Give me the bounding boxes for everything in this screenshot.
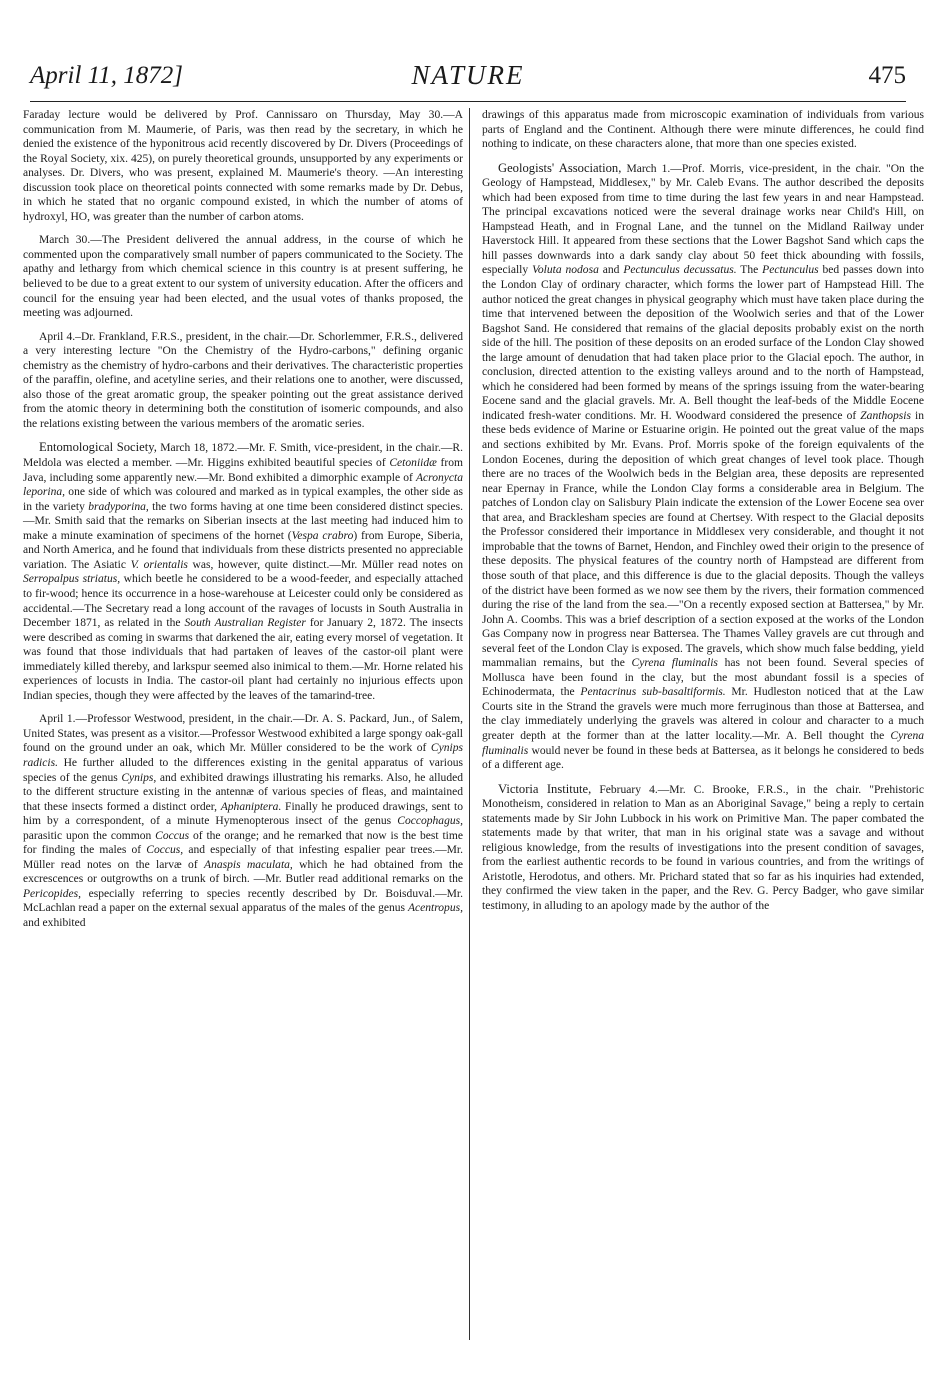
journal-title: NATURE [411, 60, 525, 90]
society-heading: Victoria Institute, [498, 781, 592, 796]
entomological-society-paragraph: Entomological Society, March 18, 1872.—Mr. F. Smith, vice-president, in the chair.—R. Meldola was elected a member. —Mr. Higgins exhibited beautiful species of Cetoniidæ from Java, including some apparently new.—Mr. Bond exhibited a dimorphic example of Acronycta leporina, one side of which was coloured and marked as in typical examples, the other side as in the variety bradyporina, the two forms having at one time been considered distinct species.—Mr. Smith said that the remarks on Siberian insects at the last meeting had induced him to make a minute examination of specimens of the hornet (Vespa crabro) from Europe, Siberia, and North America, and he found that individuals from these districts presented no appreciable variation. The Asiatic V. orientalis was, however, quite distinct.—Mr. Müller read notes on Serropalpus striatus, which beetle he considered to be a wood-feeder, and especially attached to fir-wood; hence its occurrence in a hose-warehouse at Leicester could only be considered as accidental.—The Secretary read a long account of the ravages of locusts in South Australia in December 1871, as related in the South Australian Register for January 2, 1872. The insects were described as coming in swarms that darkened the air, eating every morsel of vegetation. It was found that those individuals that had partaken of leaves of the castor-oil plant were immediately killed thereby, and larkspur seemed also inimical to them.—Mr. Horne related his experiences of locusts in India. The castor-oil plant had certainly no injurious effects upon Indian species, though they were affected by the leaves of the tamarind-tree. [23, 440, 463, 702]
society-heading: Entomological Society, [39, 440, 157, 455]
right-column [482, 108, 924, 923]
geologists-association-paragraph: Geologists' Association, March 1.—Prof. Morris, vice-president, in the chair. "On the Geology of Hampstead, Middlesex," by Mr. Caleb Evans. The author described the deposits which had been exposed from time to time during the last few years in and near Hampstead. The principal excavations noticed were the several drainage works near Child's Hill, on Hampstead Heath, and in Frognal Lane, and the tunnel on the Midland Railway under Haverstock Hill. It appeared from these sections that the Lower Bagshot Sand which caps the hill passes downwards into a dark sandy clay about 50 feet thick abounding with fossils, especially Voluta nodosa and Pectunculus decussatus. The Pectunculus bed passes down into the London Clay of ordinary character, which forms the lower part of Hampstead Hill. The author noticed the great changes in physical geography which must have taken place during the time that intervened between the deposition of the Woolwich series and that of the Lower Bagshot Sand. He considered that remains of the glacial deposits probably exist on the north side of the hill. The position of these deposits on an eroded surface of the London Clay showed the large amount of denudation that had taken place prior to the Glacial epoch. The author, in conclusion, directed attention to the existing valleys around and to the north of Hampstead, which he considered had been formed by means of the springs issuing from the water-bearing Eocene sand and the glacial gravels. Mr. A. Bell thought the leaf-beds of the Middle Eocene indicated fresh-water conditions. Mr. H. Woodward considered the presence of Zanthopsis in these beds evidence of Marine or Estuarine origin. He pointed out the great value of the maps and sections exhibited by Mr. Evans. Prof. Morris spoke of the foreign equivalents of the London Eocenes, during the deposition of which great changes of level took place. Though there are no traces of the Woolwich beds in the Belgian area, these deposits are represented near Epernay in France, while the London Clay forms a considerable area in Belgium. The patches of London clay on Salisbury Plain indicate the extension of the Lower Eocene sea over that area, and Bracklesham species are found at Chertsey. With respect to the Glacial deposits the Professor considered their importance in Middlesex very considerable, and thought it not improbable that the towns of Barnet, Hendon, and Finchley owed their origin to the presence of these deposits. The physical features of the country north of Hampstead are different from those south of that place, and this difference is due to the glacial deposits. Though the valleys of the district have been formed as we now see them by the rivers, their formation commenced during the rise of the land from the sea.—"On a recently exposed section at Battersea," by Mr. John A. Coombs. This was a brief description of a section exposed at the works of the London Gas Company now in progress near Battersea. The Thames Valley gravels are cut through and several feet of the London Clay is exposed. The gravels, which show much false bedding, yield mammalian remains, but the Cyrena fluminalis has not been found. Several species of Mollusca have been found in the clay, but the most abundant fossil is a species of Echinodermata, the Pentacrinus sub-basaltiformis. Mr. Hudleston noticed that at the Law Courts site in the Strand the gravels were much more ferruginous than those at Battersea, and the clay immediately underlying the gravels was altered in colour and character to a much greater depth at the former than at the latter locality.—Mr. A. Bell thought the Cyrena fluminalis would never be found in these beds at Battersea, as it belongs he considered to beds of a different age. [482, 160, 924, 772]
society-heading: Geologists' Association, [498, 160, 622, 175]
chemical-society-continued-paragraph: Faraday lecture would be delivered by Prof. Cannissaro on Thursday, May 30.—A communication from M. Maumerie, of Paris, was then read by the secretary, in which he denied the existence of the hyponitrous acid recently discovered by Dr. Divers (Proceedings of the Royal Society, xix. 425), on purely theoretical grounds, unsupported by any experiments or analyses. Dr. Divers, who was present, explained M. Maumerie's theory. —An interesting discussion took place on theoretical points connected with some remarks made by Dr. Debus, in which he stated that no organic compound existed, in which the number of atoms of hydroxyl, HO, was greater than the number of carbon atoms. [23, 109, 463, 223]
page-number: 475 [868, 62, 906, 89]
column-divider [469, 108, 470, 1340]
april-1-paragraph: April 1.—Professor Westwood, president, in the chair.—Dr. A. S. Packard, Jun., of Salem, United States, was present as a visitor.—Professor Westwood exhibited a large spongy oak-gall found on the ground under an oak, which Mr. Müller considered to be the work of Cynips radicis. He further alluded to the differences existing in the genital apparatus of various species of the genus Cynips, and exhibited drawings illustrating his remarks. Also, he alluded to the different structure existing in the antennæ of various species of fleas, and maintained that these insects formed a distinct order, Aphaniptera. Finally he produced drawings, sent to him by a correspondent, of a minute Hymenopterous insect of the genus Coccophagus, parasitic upon the common Coccus of the orange; and he remarked that now is the best time for finding the males of Coccus, and especially of that infesting espalier pear trees.—Mr. Müller read notes on the larvæ of Anaspis maculata, which he had obtained from the excrescences or outgrowths on a trunk of birch. —Mr. Butler read additional remarks on the Pericopides, especially referring to species recently described by Dr. Boisduval.—Mr. McLachlan read a paper on the external sexual apparatus of the males of the genus Acentropus, and exhibited [23, 713, 464, 929]
page-header [30, 56, 906, 96]
header-rule [30, 101, 906, 102]
april-4-paragraph: April 4.–Dr. Frankland, F.R.S., president, in the chair.—Dr. Schorlemmer, F.R.S., delivered a very interesting lecture "On the Chemistry of the Hydro-carbons," defining organic chemistry as the chemistry of hydro-carbons and their derivatives. The characteristic properties of the paraffin, olefine, and acetyline series, and their relations one to another, were discussed, also those of the great aromatic group, the speaker pointing out the great assistance derived from the atomic theory in determining both the constitution of isomeric compounds, and also the relations existing between the various members of the aromatic series. [23, 330, 463, 430]
left-column [23, 108, 463, 940]
entomological-continued-paragraph: drawings of this apparatus made from microscopic examination of individuals from various parts of England and the Continent. Although there were minute differences, he could find nothing to indicate, on these characters alone, that more than one species existed. [482, 109, 924, 151]
march-30-paragraph: March 30.—The President delivered the annual address, in the course of which he commented upon the comparatively small number of papers communicated to the Society. The apathy and lethargy from which chemical science in this country is at present suffering, he believed to be due to a great extent to our system of university education. After the officers and council for the ensuing year had been elected, and the usual votes of thanks proposed, the meeting was adjourned. [23, 234, 463, 320]
victoria-institute-paragraph: Victoria Institute, February 4.—Mr. C. Brooke, F.R.S., in the chair. "Prehistoric Monotheism, considered in relation to Man as an Aboriginal Savage," being a reply to certain statements made by Sir John Lubbock in his work on Primitive Man. The paper combated the statements made by that writer, that man in his original state was a savage and without religious knowledge, from the results of investigations into the present condition of savages, from the earliest authentic records to be found in various countries, and from the writings of Aristotle, Herodotus, and others. Mr. Prichard stated that so far as his inquiries had extended, they confirmed the view taken in the paper, and the Rev. G. Percy Badger, who gave similar testimony, in alluding to an apology made by the author of the [482, 781, 924, 912]
issue-date: April 11, 1872] [30, 62, 184, 89]
